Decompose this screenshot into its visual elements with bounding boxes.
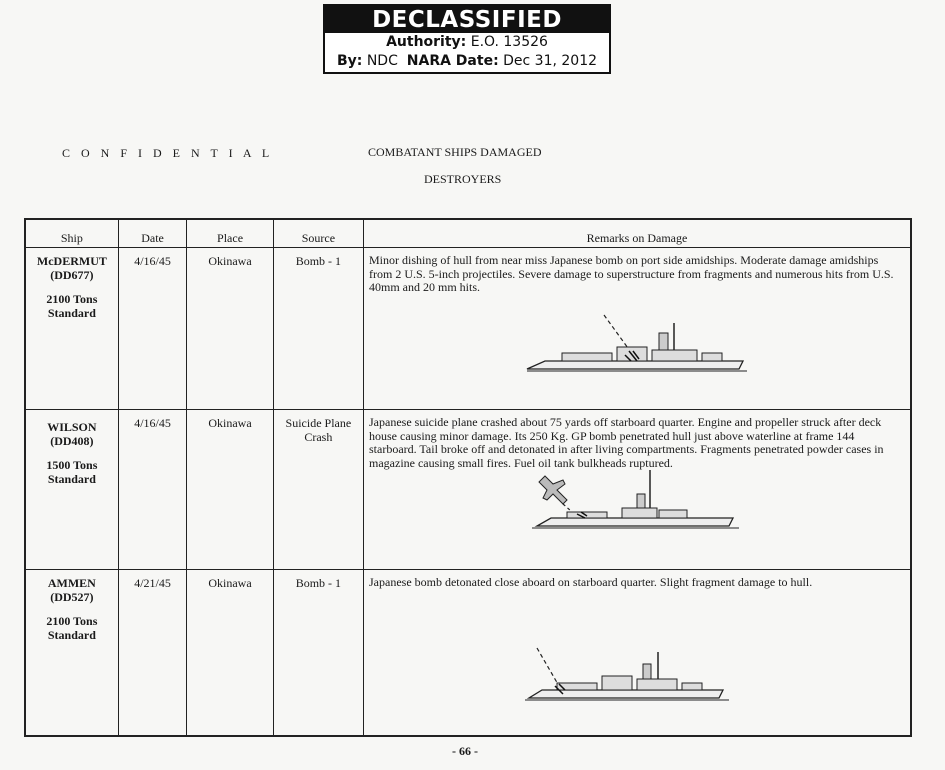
damage-place: Okinawa [208, 254, 252, 268]
stamp-nara-value: Dec 31, 2012 [503, 53, 598, 69]
header-ship: Ship [25, 219, 118, 248]
table-row [25, 248, 911, 410]
ship-cell [25, 570, 118, 736]
damage-place: Okinawa [208, 416, 252, 430]
suicide-plane-icon [539, 476, 567, 504]
damage-date: 4/21/45 [134, 576, 171, 590]
ship-tonnage-standard: Standard [47, 628, 96, 642]
ship-tonnage: 2100 Tons [46, 614, 98, 628]
header-source: Source [273, 219, 363, 248]
ship-damage-sketch [367, 590, 907, 708]
classification-marking: C O N F I D E N T I A L [62, 146, 274, 160]
place-cell [187, 570, 273, 736]
ship-damage-sketch [367, 470, 907, 534]
table-row [25, 410, 911, 570]
header-place: Place [187, 219, 273, 248]
damage-remarks: Minor dishing of hull from near miss Japanese bomb on port side amidships. Moderate damage amidships from 2 U.S. 5-inch projectiles. Severe damage to superstructure from fragments and numerous hits from U.S. 40mm and 20 mm hits. [369, 253, 894, 294]
remarks-cell [364, 248, 912, 410]
remarks-cell [364, 570, 912, 736]
damage-date: 4/16/45 [134, 254, 171, 268]
ship-tonnage-standard: Standard [47, 306, 96, 320]
stamp-authority-label: Authority: [386, 34, 467, 50]
page-subtitle: DESTROYERS [424, 172, 502, 186]
ship-cell [25, 248, 118, 410]
stamp-by-label: By: [336, 53, 363, 69]
damage-table [24, 218, 912, 737]
ship-tonnage: 2100 Tons [46, 292, 98, 306]
table-header-row [25, 219, 911, 248]
table-row [25, 570, 911, 736]
stamp-by-line [325, 52, 609, 71]
stamp-authority [325, 33, 609, 52]
ship-name: WILSON [47, 420, 97, 434]
damage-place: Okinawa [208, 576, 252, 590]
header-date: Date [118, 219, 187, 248]
damage-remarks: Japanese bomb detonated close aboard on starboard quarter. Slight fragment damage to hull. [369, 575, 813, 589]
stamp-by-value: NDC [366, 53, 398, 69]
ship-hull-number: (DD408) [50, 434, 94, 448]
source-cell [273, 410, 363, 570]
date-cell [118, 410, 187, 570]
ship-tonnage-standard: Standard [47, 472, 96, 486]
ship-hull-number: (DD677) [50, 268, 94, 282]
ship-name: McDERMUT [36, 254, 107, 268]
ship-cell [25, 410, 118, 570]
date-cell [118, 248, 187, 410]
damage-source: Suicide Plane [285, 416, 352, 430]
source-cell [273, 248, 363, 410]
header-remarks: Remarks on Damage [364, 219, 912, 248]
ship-damage-sketch [367, 295, 907, 387]
source-cell [273, 570, 363, 736]
remarks-cell [364, 410, 912, 570]
declassified-stamp [323, 4, 611, 74]
page-title: COMBATANT SHIPS DAMAGED [368, 145, 542, 159]
ship-tonnage: 1500 Tons [46, 458, 98, 472]
damage-source: Bomb - 1 [295, 254, 342, 268]
stamp-title: DECLASSIFIED [325, 6, 609, 33]
stamp-authority-value: E.O. 13526 [470, 34, 548, 50]
damage-source: Bomb - 1 [295, 576, 342, 590]
stamp-nara-label: NARA Date: [406, 53, 499, 69]
damage-source-line-2: Crash [304, 430, 333, 444]
page-number: - 66 - [452, 744, 478, 758]
damage-date: 4/16/45 [134, 416, 171, 430]
ship-hull-number: (DD527) [50, 590, 94, 604]
date-cell [118, 570, 187, 736]
place-cell [187, 410, 273, 570]
ship-name: AMMEN [47, 576, 96, 590]
damage-remarks: Japanese suicide plane crashed about 75 yards off starboard quarter. Engine and propeller struck after deck house causing minor damage. Its 250 Kg. GP bomb penetrated hull just above waterline at frame 144 starboard. Tail broke off and detonated in after living compartments. Fragments penetrated powder cases in magazine causing small fires. Fuel oil tank bulkheads ruptured. [369, 415, 884, 470]
place-cell [187, 248, 273, 410]
